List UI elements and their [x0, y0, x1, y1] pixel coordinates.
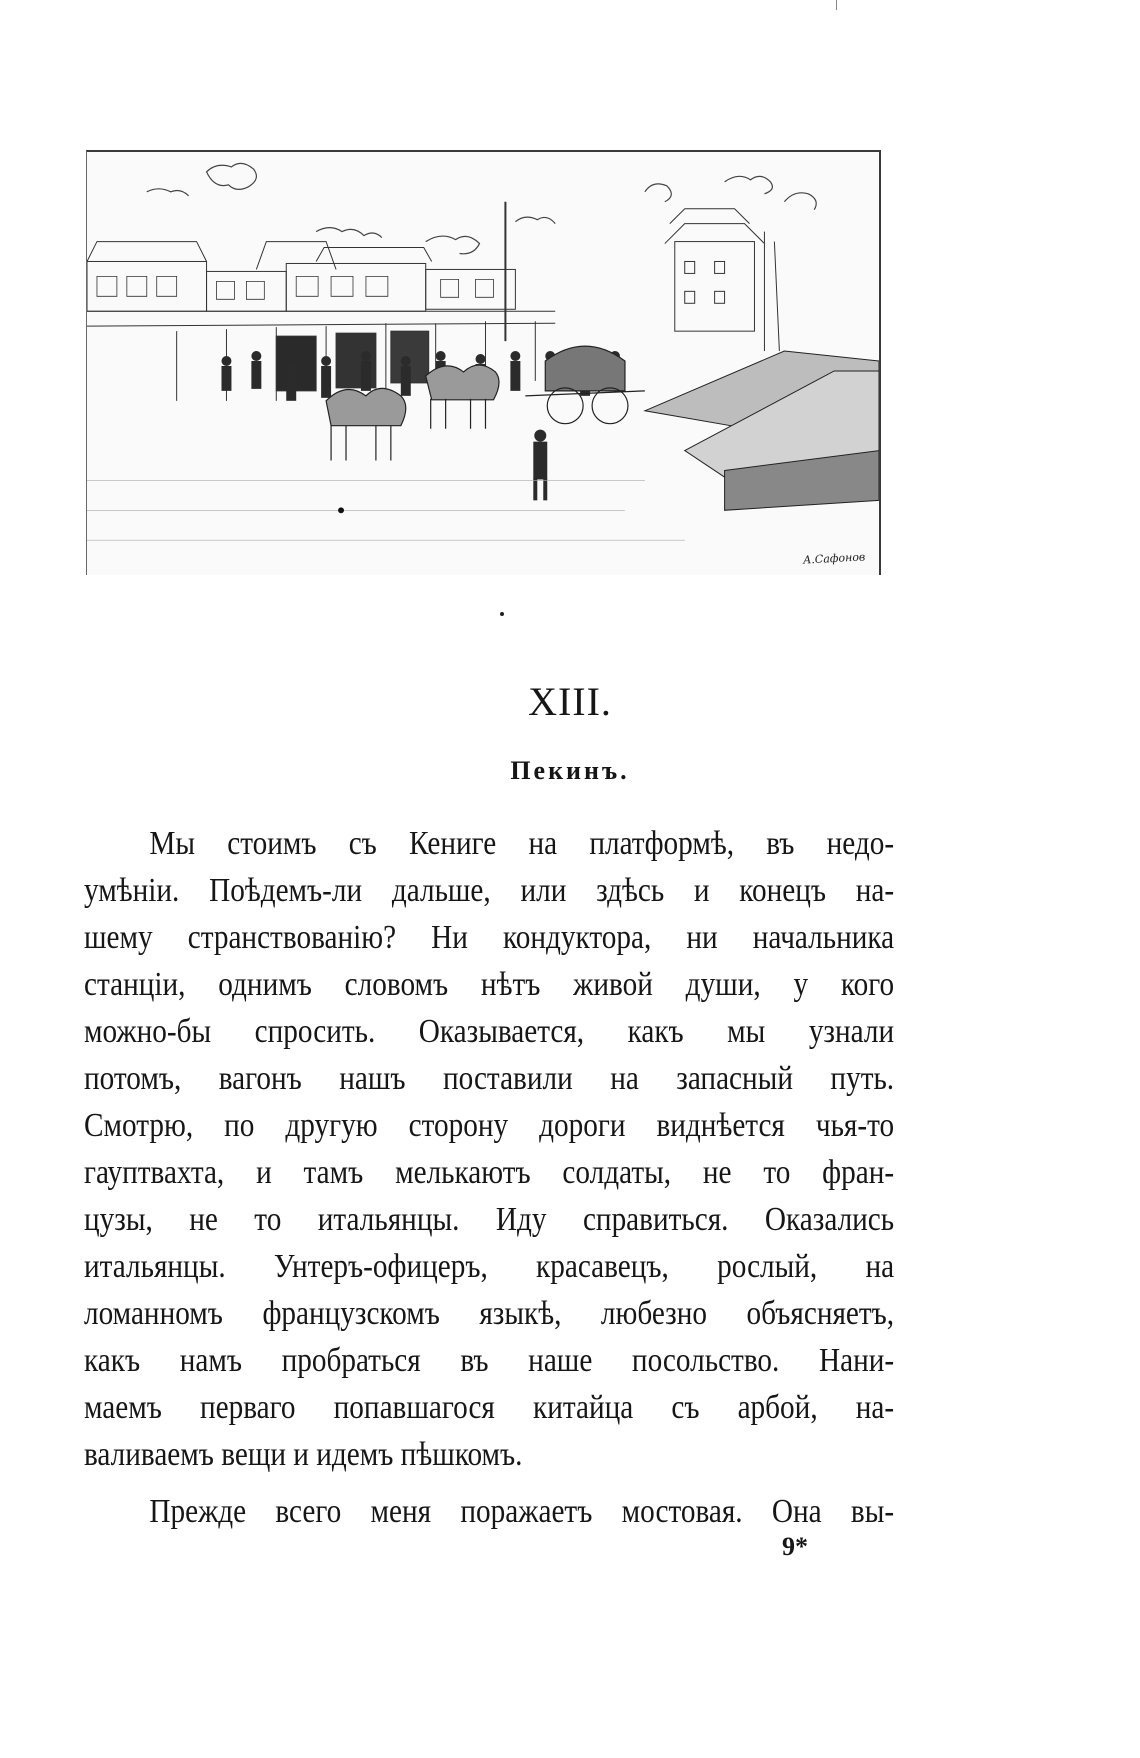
text-line: потомъ, вагонъ нашъ поставили на запасный путь.	[84, 1060, 895, 1097]
text-line: шему странствованію? Ни кондуктора, ни начальника	[84, 919, 895, 956]
engraving-drawing	[87, 152, 879, 575]
text-line: Смотрю, по другую сторону дороги виднѣется чья-то	[84, 1107, 895, 1144]
text-line: гауптвахта, и тамъ мелькаютъ солдаты, не то фран-	[84, 1154, 895, 1191]
text-line: цузы, не то итальянцы. Иду справиться. Оказались	[84, 1201, 895, 1238]
chapter-number: XIII.	[528, 679, 612, 724]
text-line: какъ намъ пробраться въ наше посольство. Нани-	[84, 1342, 895, 1379]
street-scene-illustration	[86, 150, 881, 575]
text-line: Прежде всего меня поражаетъ мостовая. Она вы-	[149, 1493, 895, 1530]
text-line: маемъ перваго попавшагося китайца съ арбой, на-	[84, 1389, 895, 1426]
body-text	[84, 820, 894, 1535]
artist-signature: А.Сафонов	[802, 550, 866, 567]
text-line: валиваемъ вещи и идемъ пѣшкомъ.	[84, 1436, 523, 1473]
text-line: можно-бы спросить. Оказывается, какъ мы узнали	[84, 1013, 895, 1050]
text-line: ломанномъ французскомъ языкѣ, любезно объясняетъ,	[84, 1295, 895, 1332]
text-line: станціи, однимъ словомъ нѣтъ живой души, у кого	[84, 966, 895, 1003]
text-line: Мы стоимъ съ Кениге на платформѣ, въ недо-	[149, 825, 895, 862]
paragraph-gap	[84, 1478, 894, 1488]
chapter-title: Пекинъ.	[510, 756, 630, 785]
page-number: 9*	[782, 1532, 808, 1561]
text-line: умѣніи. Поѣдемъ-ли дальше, или здѣсь и конецъ на-	[84, 872, 895, 909]
ornament-dot	[500, 612, 504, 616]
scan-mark	[836, 0, 837, 10]
text-line: итальянцы. Унтеръ-офицеръ, красавецъ, рослый, на	[84, 1248, 895, 1285]
